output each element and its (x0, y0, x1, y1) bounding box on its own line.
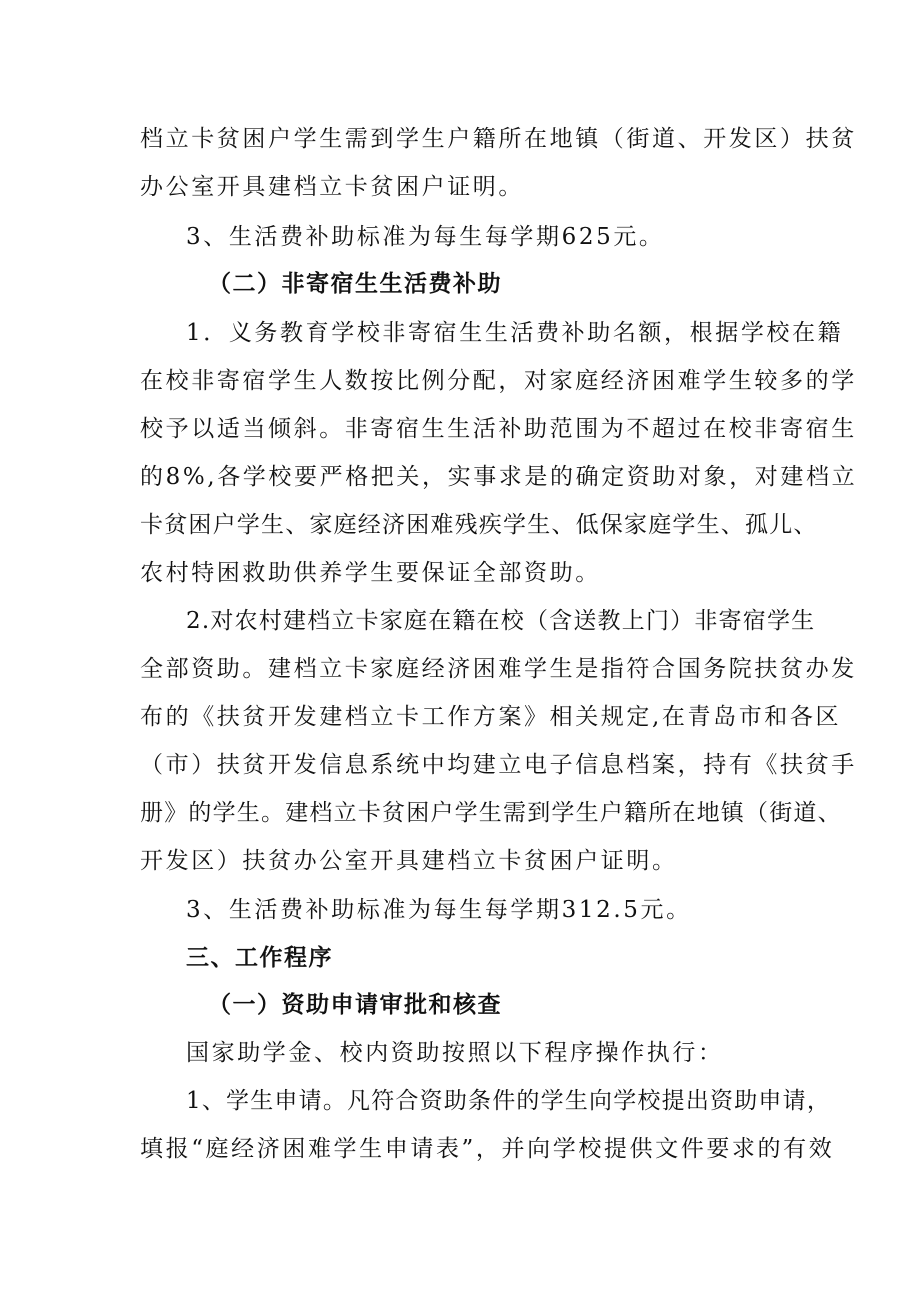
paragraph-line: 办公室开具建档立卡贫困户证明。 (140, 174, 524, 200)
section-heading: 三、工作程序 (186, 945, 333, 971)
paragraph-line: 2.对农村建档立卡家庭在籍在校（含送教上门）非寄宿学生 (186, 608, 816, 634)
paragraph-line: 国家助学金、校内资助按照以下程序操作执行： (186, 1040, 724, 1066)
paragraph-line: 填报“庭经济困难学生申请表”，并向学校提供文件要求的有效 (140, 1136, 835, 1162)
paragraph-line: 1、学生申请。凡符合资助条件的学生向学校提出资助申请， (186, 1088, 832, 1114)
paragraph-line: 的8%,各学校要严格把关，实事求是的确定资助对象，对建档立 (140, 464, 858, 490)
paragraph-line: （市）扶贫开发信息系统中均建立电子信息档案，持有《扶贫手 (140, 752, 857, 778)
paragraph-line: 3、生活费补助标准为每生每学期312.5元。 (186, 897, 692, 923)
paragraph-line: 卡贫困户学生、家庭经济困难残疾学生、低保家庭学生、孤儿、 (140, 512, 818, 538)
paragraph-line: 校予以适当倾斜。非寄宿生生活补助范围为不超过在校非寄宿生 (140, 416, 857, 442)
section-heading: （一）资助申请审批和核查 (208, 992, 502, 1018)
paragraph-line: 1．义务教育学校非寄宿生生活费补助名额，根据学校在籍 (186, 320, 844, 346)
paragraph-line: 开发区）扶贫办公室开具建档立卡贫困户证明。 (140, 848, 678, 874)
paragraph-line: 册》的学生。建档立卡贫困户学生需到学生户籍所在地镇（街道、 (140, 800, 842, 826)
section-heading: （二）非寄宿生生活费补助 (208, 271, 502, 297)
paragraph-line: 在校非寄宿学生人数按比例分配，对家庭经济困难学生较多的学 (140, 368, 857, 394)
paragraph-line: 3、生活费补助标准为每生每学期625元。 (186, 224, 665, 250)
paragraph-line: 布的《扶贫开发建档立卡工作方案》相关规定,在青岛市和各区 (140, 704, 842, 730)
paragraph-line: 农村特困救助供养学生要保证全部资助。 (140, 560, 601, 586)
paragraph-line: 档立卡贫困户学生需到学生户籍所在地镇（街道、开发区）扶贫 (140, 126, 857, 152)
paragraph-line: 全部资助。建档立卡家庭经济困难学生是指符合国务院扶贫办发 (140, 656, 857, 682)
